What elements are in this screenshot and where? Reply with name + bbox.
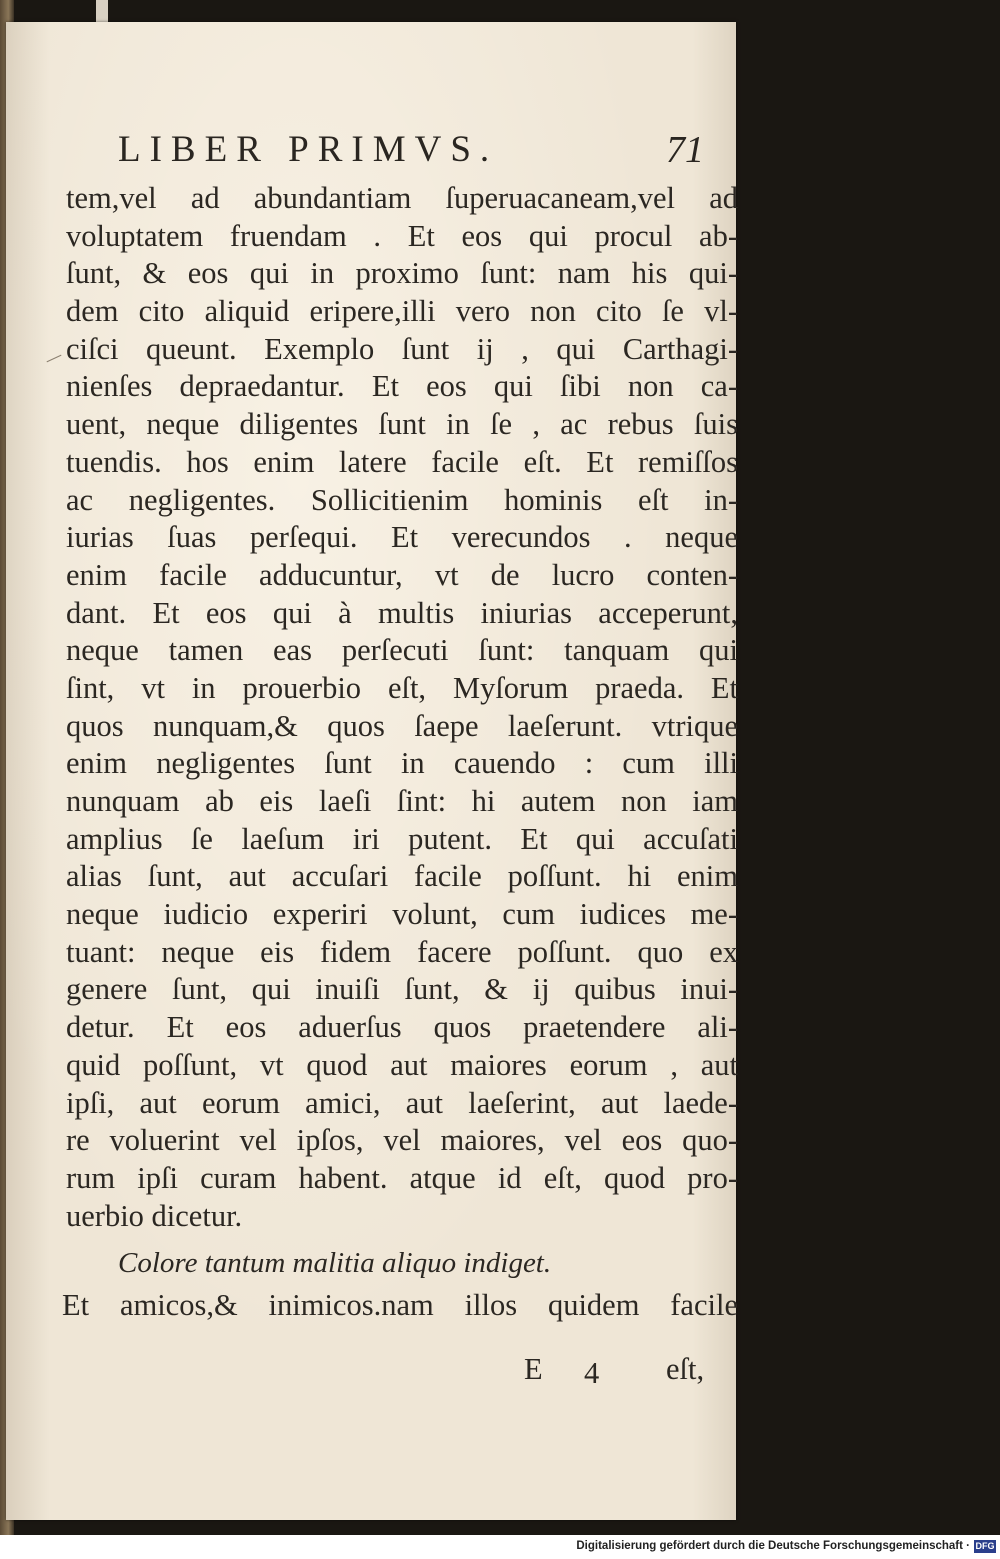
body-line: ſunt, & eos qui in proximo ſunt: nam his qui-: [66, 256, 738, 291]
body-line: amplius ſe laeſum iri putent. Et qui accuſati: [66, 821, 738, 856]
body-line: nienſes depraedantur. Et eos qui ſibi non ca-: [66, 369, 738, 404]
body-line: enim negligentes ſunt in cauendo : cum illi: [66, 746, 738, 781]
body-line: voluptatem fruendam . Et eos qui procul ab-: [66, 218, 738, 253]
body-line: enim facile adducuntur, vt de lucro conten-: [66, 557, 738, 592]
catchline: [6, 1352, 736, 1392]
signature-number: 4: [584, 1356, 600, 1390]
body-line: nunquam ab eis laeſi ſint: hi autem non iam: [66, 784, 738, 818]
body-line-after-quote: Et amicos,& inimicos.nam illos quidem facile: [62, 1288, 738, 1323]
body-line: genere ſunt, qui inuiſi ſunt, & ij quibus inui-: [66, 972, 738, 1007]
dfg-logo: DFG: [975, 1541, 995, 1551]
body-line: neque iudicio experiri volunt, cum iudices me-: [66, 897, 738, 932]
funding-credit: Digitalisierung gefördert durch die Deutsche Forschungsgemeinschaft ·: [576, 1540, 970, 1552]
body-line: rum ipſi curam habent. atque id eſt, quod pro-: [66, 1160, 738, 1195]
body-line: uent, neque diligentes ſunt in ſe , ac rebus ſuis: [66, 407, 738, 442]
body-line: alias ſunt, aut accuſari facile poſſunt. hi enim: [66, 859, 738, 894]
footer-bar: [0, 1535, 1000, 1559]
body-line: quid poſſunt, vt quod aut maiores eorum , aut: [66, 1047, 738, 1082]
body-line: detur. Et eos aduerſus quos praetendere ali-: [66, 1010, 738, 1045]
body-line: ipſi, aut eorum amici, aut laeſerint, aut laede-: [66, 1085, 738, 1120]
body-line: ſint, vt in prouerbio eſt, Myſorum praeda. Et: [66, 670, 738, 705]
body-text: [62, 180, 738, 1325]
book-page: [6, 22, 736, 1520]
signature-mark: E: [524, 1352, 543, 1386]
body-line: neque tamen eas perſecuti ſunt: tanquam qui: [66, 633, 738, 668]
body-line: iurias ſuas perſequi. Et verecundos . neque: [66, 520, 738, 555]
running-head: LIBER PRIMVS.: [118, 129, 499, 170]
margin-pencil-mark: [47, 355, 62, 363]
body-line: tuendis. hos enim latere facile eſt. Et remiſſos: [66, 444, 738, 479]
body-lines: [66, 180, 738, 1235]
body-line: re voluerint vel ipſos, vel maiores, vel eos quo-: [66, 1123, 738, 1158]
body-line: dant. Et eos qui à multis iniurias acceperunt,: [66, 595, 738, 630]
body-line: quos nunquam,& quos ſaepe laeſerunt. vtrique: [66, 708, 738, 743]
body-line: ac negligentes. Sollicitienim hominis eſt in-: [66, 482, 738, 517]
body-line: tem,vel ad abundantiam ſuperuacaneam,vel ad: [66, 181, 738, 215]
page-header: [6, 128, 736, 178]
page-number: 71: [666, 129, 704, 171]
proverb-quote: Colore tantum malitia aliquo indiget.: [118, 1247, 552, 1280]
body-line: ciſci queunt. Exemplo ſunt ij , qui Carthagi-: [66, 331, 738, 366]
body-line: dem cito aliquid eripere,illi vero non cito ſe vl-: [66, 294, 738, 329]
body-line: uerbio dicetur.: [66, 1198, 243, 1233]
catchword: eſt,: [666, 1352, 705, 1386]
body-line: tuant: neque eis fidem facere poſſunt. quo ex: [66, 934, 738, 969]
page-tab-strip: [96, 0, 108, 22]
